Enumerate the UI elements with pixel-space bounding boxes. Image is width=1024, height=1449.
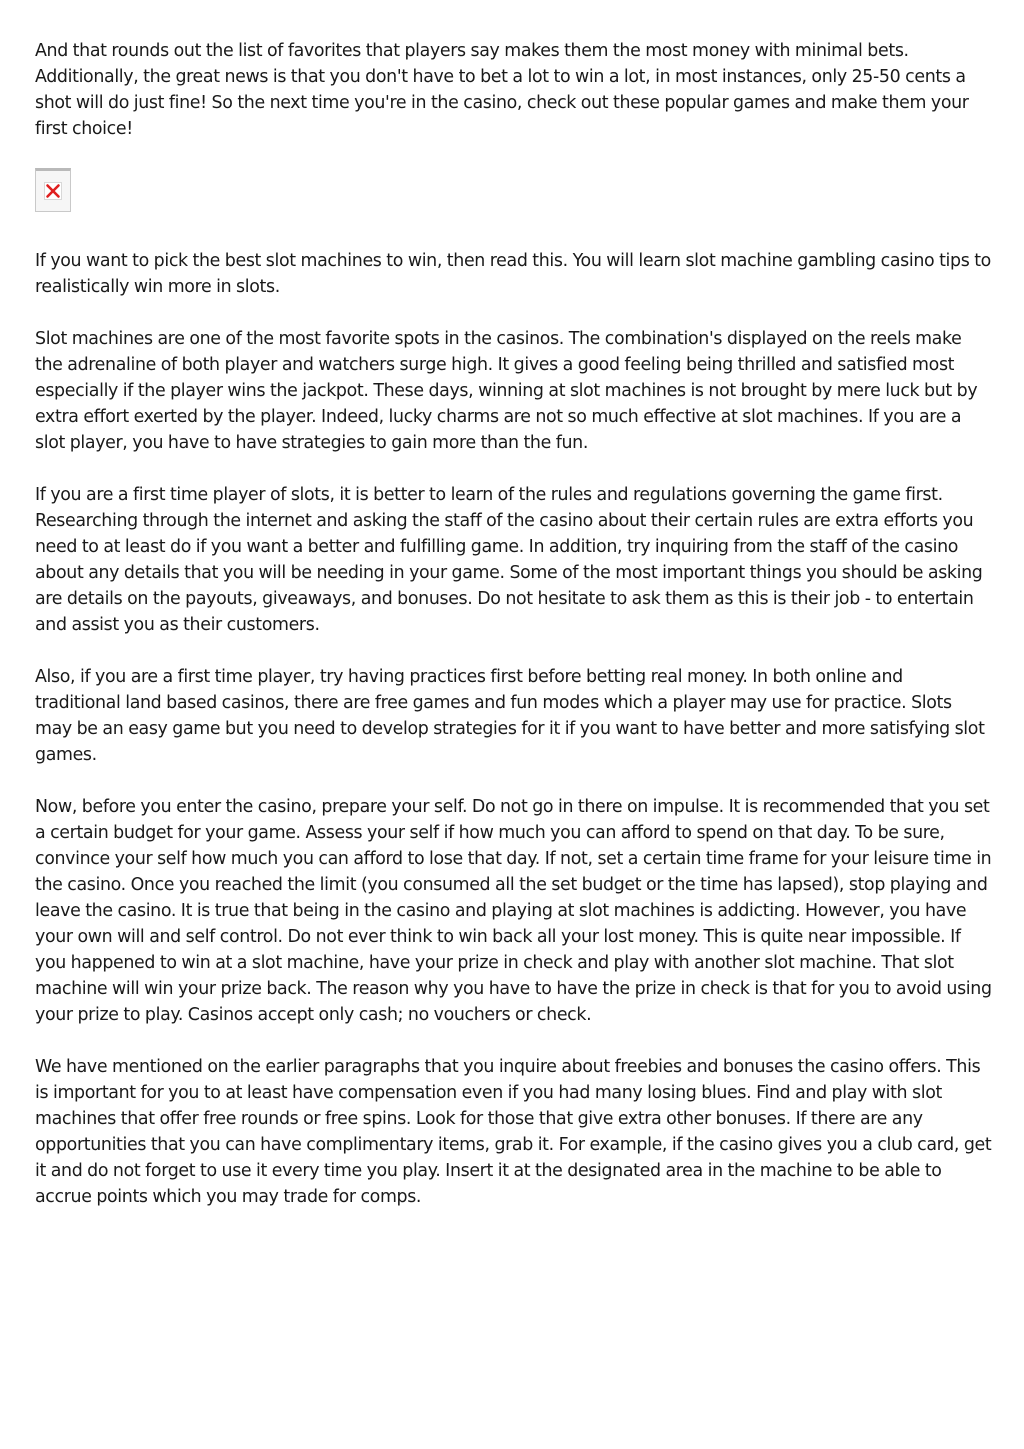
broken-image-icon (44, 182, 62, 200)
paragraph-7: We have mentioned on the earlier paragraphs that you inquire about freebies and bonuses the casino offers. This is important for you to at least have compensation even if you had many losing blues. Find and play with slot machines that offer free rounds or free spins. Look for those that give extra other bonuses. If there are any opportunities that you can have complimentary items, grab it. For example, if the casino gives you a club card, get it and do not forget to use it every time you play. Insert it at the designated area in the machine to be able to accrue points which you may trade for comps. (35, 1057, 992, 1207)
paragraph-3: Slot machines are one of the most favorite spots in the casinos. The combination's displayed on the reels make the adrenaline of both player and watchers surge high. It gives a good feeling being thrilled and satisfied most especially if the player wins the jackpot. These days, winning at slot machines is not brought by mere luck but by extra effort exerted by the player. Indeed, lucky charms are not so much effective at slot machines. If you are a slot player, you have to have strategies to gain more than the fun. (35, 329, 978, 453)
paragraph-5: Also, if you are a first time player, try having practices first before betting real money. In both online and traditional land based casinos, there are free games and fun modes which a player may use for practice. Slots may be an easy game but you need to develop strategies for it if you want to have better and more satisfying slot games. (35, 667, 985, 765)
article (35, 38, 993, 1236)
paragraph-4: If you are a first time player of slots, it is better to learn of the rules and regulations governing the game first. Researching through the internet and asking the staff of the casino about their certain rules are extra efforts you need to at least do if you want a better and fulfilling game. In addition, try inquiring from the staff of the casino about any details that you will be needing in your game. Some of the most important things you should be asking are details on the payouts, giveaways, and bonuses. Do not hesitate to ask them as this is their job - to entertain and assist you as their customers. (35, 485, 983, 635)
broken-image-placeholder (35, 168, 71, 212)
paragraph-1: And that rounds out the list of favorites that players say makes them the most money with minimal bets. Additionally, the great news is that you don't have to bet a lot to win a lot, in most instances, only 25-50 cents a shot will do just fine! So the next time you're in the casino, check out these popular games and make them your first choice! (35, 41, 969, 139)
paragraph-6: Now, before you enter the casino, prepare your self. Do not go in there on impulse. It is recommended that you set a certain budget for your game. Assess your self if how much you can afford to spend on that day. To be sure, convince your self how much you can afford to lose that day. If not, set a certain time frame for your leisure time in the casino. Once you reached the limit (you consumed all the set budget or the time has lapsed), stop playing and leave the casino. It is true that being in the casino and playing at slot machines is addicting. However, you have your own will and self control. Do not ever think to win back all your lost money. This is quite near impossible. If you happened to win at a slot machine, have your prize in check and play with another slot machine. That slot machine will win your prize back. The reason why you have to have the prize in check is that for you to avoid using your prize to play. Casinos accept only cash; no vouchers or check. (35, 797, 992, 1025)
paragraph-2: If you want to pick the best slot machines to win, then read this. You will learn slot machine gambling casino tips to realistically win more in slots. (35, 251, 991, 297)
